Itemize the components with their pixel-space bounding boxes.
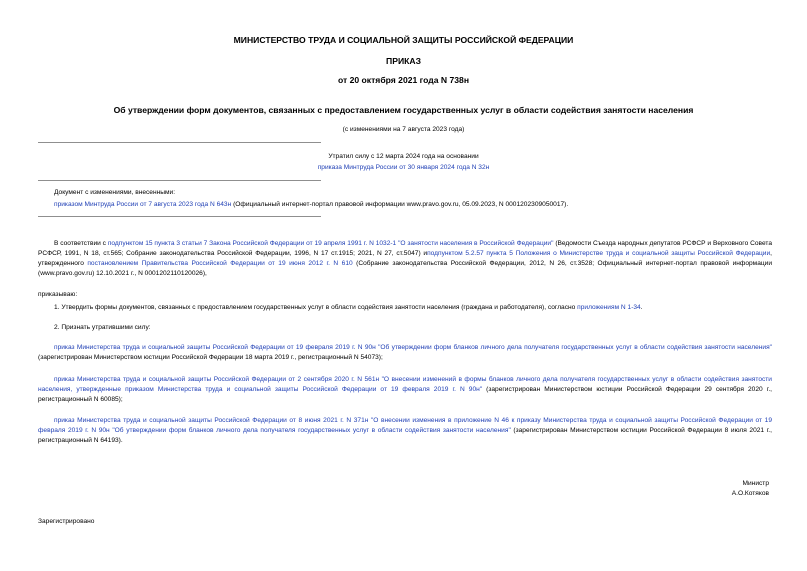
order-item-1-text: 1. Утвердить формы документов, связанных с предоставлением государственных услуг в области содействия занятости населения (граждана и работодателя), согласно: [54, 304, 578, 311]
repealed-order-link[interactable]: приказ Министерства труда и социальной защиты Российской Федерации от 19 февраля 2019 г. N 90н "Об утверждении форм бланков личного дела получателя государственных услуг в области содействия занятости населения": [54, 344, 772, 351]
preamble-regulation-link[interactable]: подпунктом 5.2.57 пункта 5 Положения о Министерстве труда и социальной защиты Российской Федерации: [427, 250, 771, 257]
changes-link[interactable]: приказом Минтруда России от 7 августа 2023 года N 643н: [54, 201, 232, 208]
repealed-order-link[interactable]: приказ Министерства труда и социальной защиты Российской Федерации от 8 июня 2021 г. N 371н "О внесении изменения в приложение N 46 к приказу Министерства труда и социальной защиты Российской Федерации от 19 февраля 2019 г. N 90н "Об утверждении форм бланков личного дела получателя государственных услуг в области содействия занятости населения": [38, 417, 772, 434]
changes-label: Документ с изменениями, внесенными:: [54, 189, 176, 196]
repealed-order-link[interactable]: приказ Министерства труда и социальной защиты Российской Федерации от 2 сентября 2020 г. N 561н "О внесении изменений в формы бланков личного дела получателя государственных услуг в области содействия занятости населения, утвержденные приказом Министерства труда и социальной защиты Российской Федерации от 19 февраля 2019 г. N 90н": [38, 376, 772, 393]
revision-note: (с изменениями на 7 августа 2023 года): [342, 126, 465, 133]
divider: [38, 216, 321, 217]
repealed-item-text: (зарегистрирован Министерством юстиции Российской Федерации 8 июля 2021 г., регистрационный N 64193).: [38, 427, 772, 444]
repealed-item-text: (зарегистрирован Министерством юстиции Российской Федерации 29 сентября 2020 г., регистрационный N 60085);: [38, 386, 772, 403]
order-word: приказываю:: [38, 291, 78, 298]
order-item-1-end: .: [640, 304, 643, 311]
preamble-text: , утвержденного: [38, 250, 772, 267]
repealed-item: [38, 375, 772, 405]
order-item-2: 2. Признать утратившими силу:: [54, 324, 151, 331]
repealed-item-text: (зарегистрирован Министерством юстиции Российской Федерации 18 марта 2019 г., регистрационный N 54073);: [38, 354, 383, 361]
ministry-heading: МИНИСТЕРСТВО ТРУДА И СОЦИАЛЬНОЙ ЗАЩИТЫ РОССИЙСКОЙ ФЕДЕРАЦИИ: [233, 35, 574, 45]
lost-force-link-line: [0, 164, 807, 171]
order-item-1: [54, 303, 643, 313]
repealed-item: [38, 343, 772, 363]
preamble-text: (Собрание законодательства Российской Федерации, 2012, N 26, ст.3528; Официальный интернет-портал правовой информации (www.pravo.gov.ru) 12.10.2021 г., N 0001202110120026),: [38, 260, 772, 277]
changes-line: [54, 200, 568, 210]
lost-force-text: Утратил силу с 12 марта 2024 года на основании: [328, 153, 479, 160]
registered-label: Зарегистрировано: [38, 518, 95, 525]
preamble-text: (Ведомости Съезда народных депутатов РСФСР и Верховного Совета РСФСР, 1991, N 18, ст.565; Собрание законодательства Российской Федерации, 1996, N 17 ст.1915; 2021, N 27, ст.5047) и: [38, 240, 773, 257]
preamble-text: В соответствии с: [54, 240, 108, 247]
document-type: ПРИКАЗ: [386, 56, 421, 66]
document-title: Об утверждении форм документов, связанных с предоставлением государственных услуг в области содействия занятости населения: [113, 105, 694, 115]
preamble-resolution-link[interactable]: постановлением Правительства Российской Федерации от 19 июня 2012 г. N 610: [87, 260, 353, 267]
appendices-link[interactable]: приложениям N 1-34: [577, 304, 641, 311]
preamble-paragraph: [38, 239, 772, 279]
signature-name: А.О.Котяков: [731, 490, 769, 497]
lost-force-link[interactable]: приказа Минтруда России от 30 января 2024 года N 32н: [317, 164, 490, 171]
divider: [38, 180, 321, 181]
document-date-number: от 20 октября 2021 года N 738н: [337, 75, 470, 85]
signature-position: Министр: [742, 480, 769, 487]
repealed-item: [38, 416, 772, 446]
changes-source: (Официальный интернет-портал правовой информации www.pravo.gov.ru, 05.09.2023, N 0001202309050017).: [231, 201, 569, 208]
preamble-law-link[interactable]: подпунктом 15 пункта 3 статьи 7 Закона Российской Федерации от 19 апреля 1991 г. N 1032-1 "О занятости населения в Российской Федерации": [107, 240, 554, 247]
divider: [38, 142, 321, 143]
